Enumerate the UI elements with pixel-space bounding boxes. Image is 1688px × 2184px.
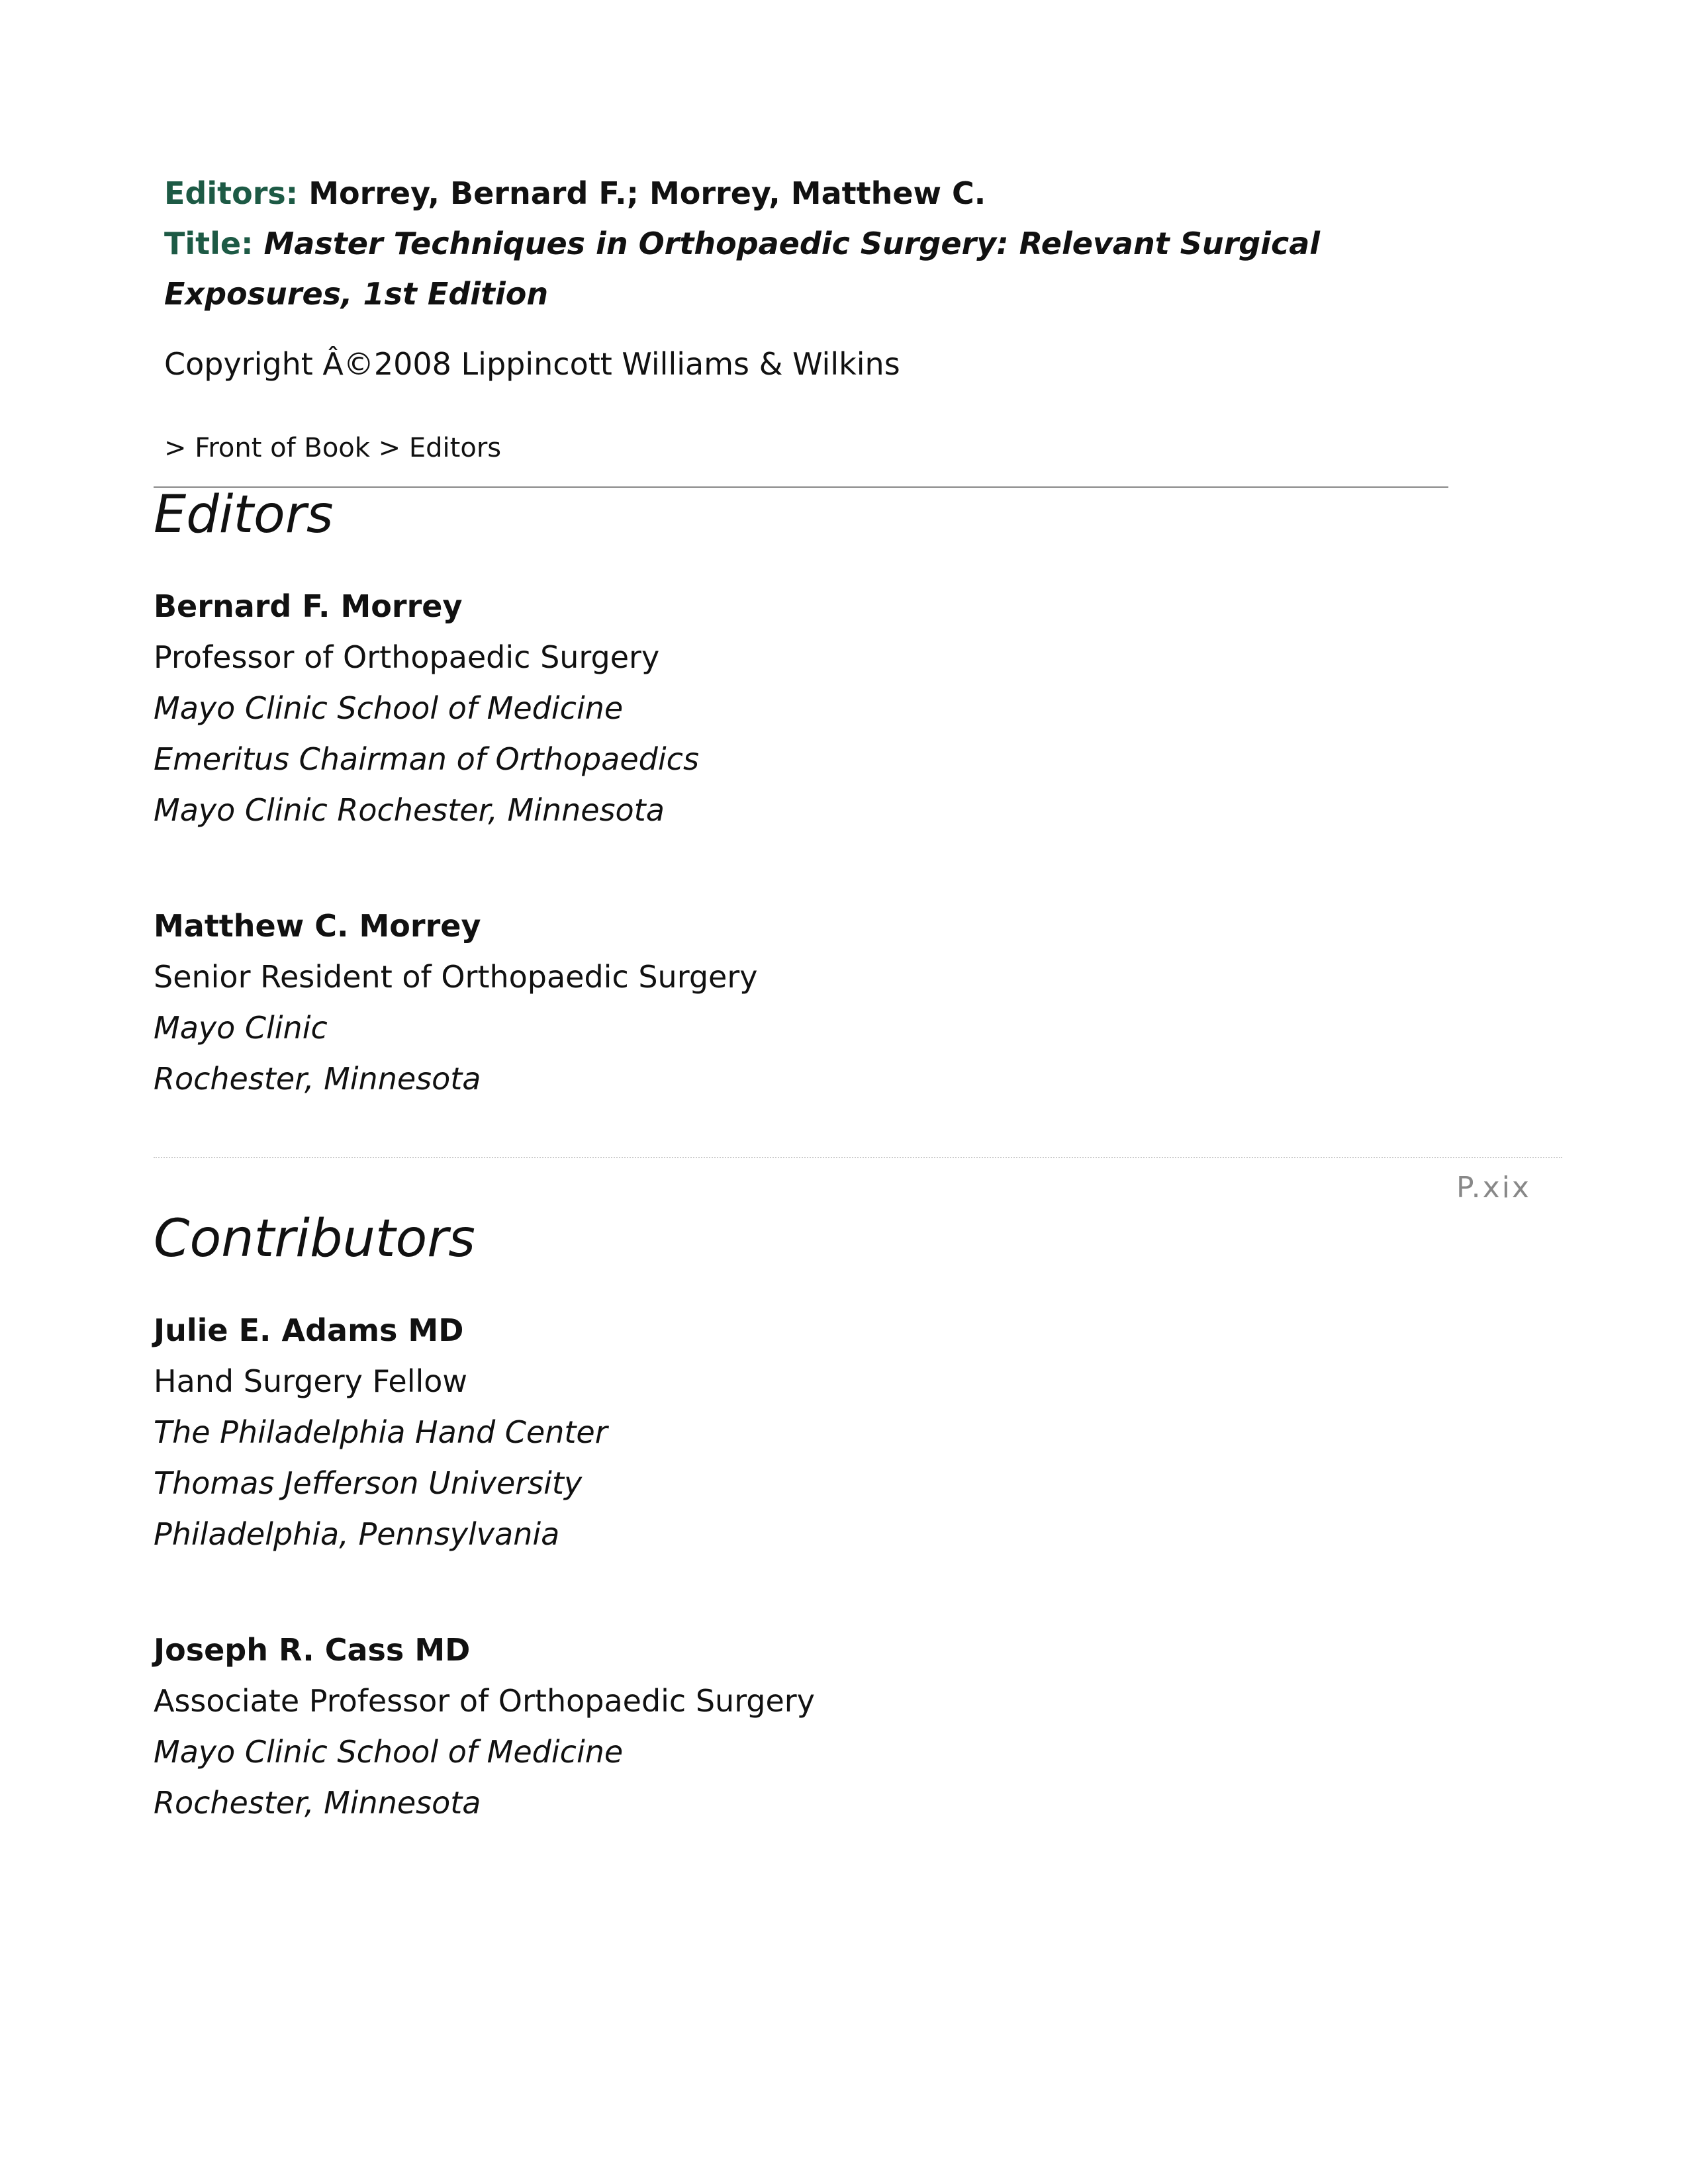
person-name: Matthew C. Morrey [154, 908, 481, 944]
editors-label: Editors: [164, 175, 299, 211]
contributor-entry [154, 1305, 608, 1560]
person-name: Julie E. Adams MD [154, 1312, 464, 1348]
person-affiliation: Emeritus Chairman of Orthopaedics [154, 741, 699, 777]
editors-heading: Editors [154, 485, 334, 545]
title-label: Title: [164, 226, 254, 261]
person-affiliation: Mayo Clinic Rochester, Minnesota [154, 792, 665, 828]
page-break-divider [154, 1157, 1562, 1158]
person-name: Bernard F. Morrey [154, 588, 463, 624]
editor-entry [154, 901, 757, 1105]
person-affiliation: Mayo Clinic School of Medicine [154, 1734, 624, 1770]
person-affiliation: Mayo Clinic [154, 1010, 328, 1046]
title-value-line2: Exposures, 1st Edition [164, 276, 549, 312]
person-role: Professor of Orthopaedic Surgery [154, 639, 660, 675]
title-line [164, 224, 1320, 263]
title-continued [164, 274, 548, 314]
editors-value: Morrey, Bernard F.; Morrey, Matthew C. [308, 175, 986, 211]
person-affiliation: Rochester, Minnesota [154, 1785, 481, 1821]
person-role: Senior Resident of Orthopaedic Surgery [154, 959, 758, 995]
person-role: Associate Professor of Orthopaedic Surgery [154, 1683, 815, 1719]
person-name: Joseph R. Cass MD [154, 1632, 471, 1668]
person-affiliation: Thomas Jefferson University [154, 1465, 583, 1501]
contributor-entry [154, 1625, 815, 1829]
person-affiliation: Mayo Clinic School of Medicine [154, 690, 624, 726]
person-affiliation: The Philadelphia Hand Center [154, 1414, 608, 1450]
person-role: Hand Surgery Fellow [154, 1363, 468, 1399]
header-divider [154, 486, 1448, 488]
contributors-heading: Contributors [154, 1209, 475, 1269]
title-value-line1: Master Techniques in Orthopaedic Surgery: Relevant Surgical [263, 226, 1321, 261]
editor-entry [154, 581, 699, 836]
editors-line [164, 173, 986, 213]
breadcrumb[interactable]: > Front of Book > Editors [164, 433, 502, 463]
copyright-notice: Copyright Â©2008 Lippincott Williams & Wilkins [164, 346, 900, 382]
person-affiliation: Rochester, Minnesota [154, 1061, 481, 1097]
page-number: P.xix [1456, 1171, 1531, 1205]
person-affiliation: Philadelphia, Pennsylvania [154, 1516, 560, 1552]
